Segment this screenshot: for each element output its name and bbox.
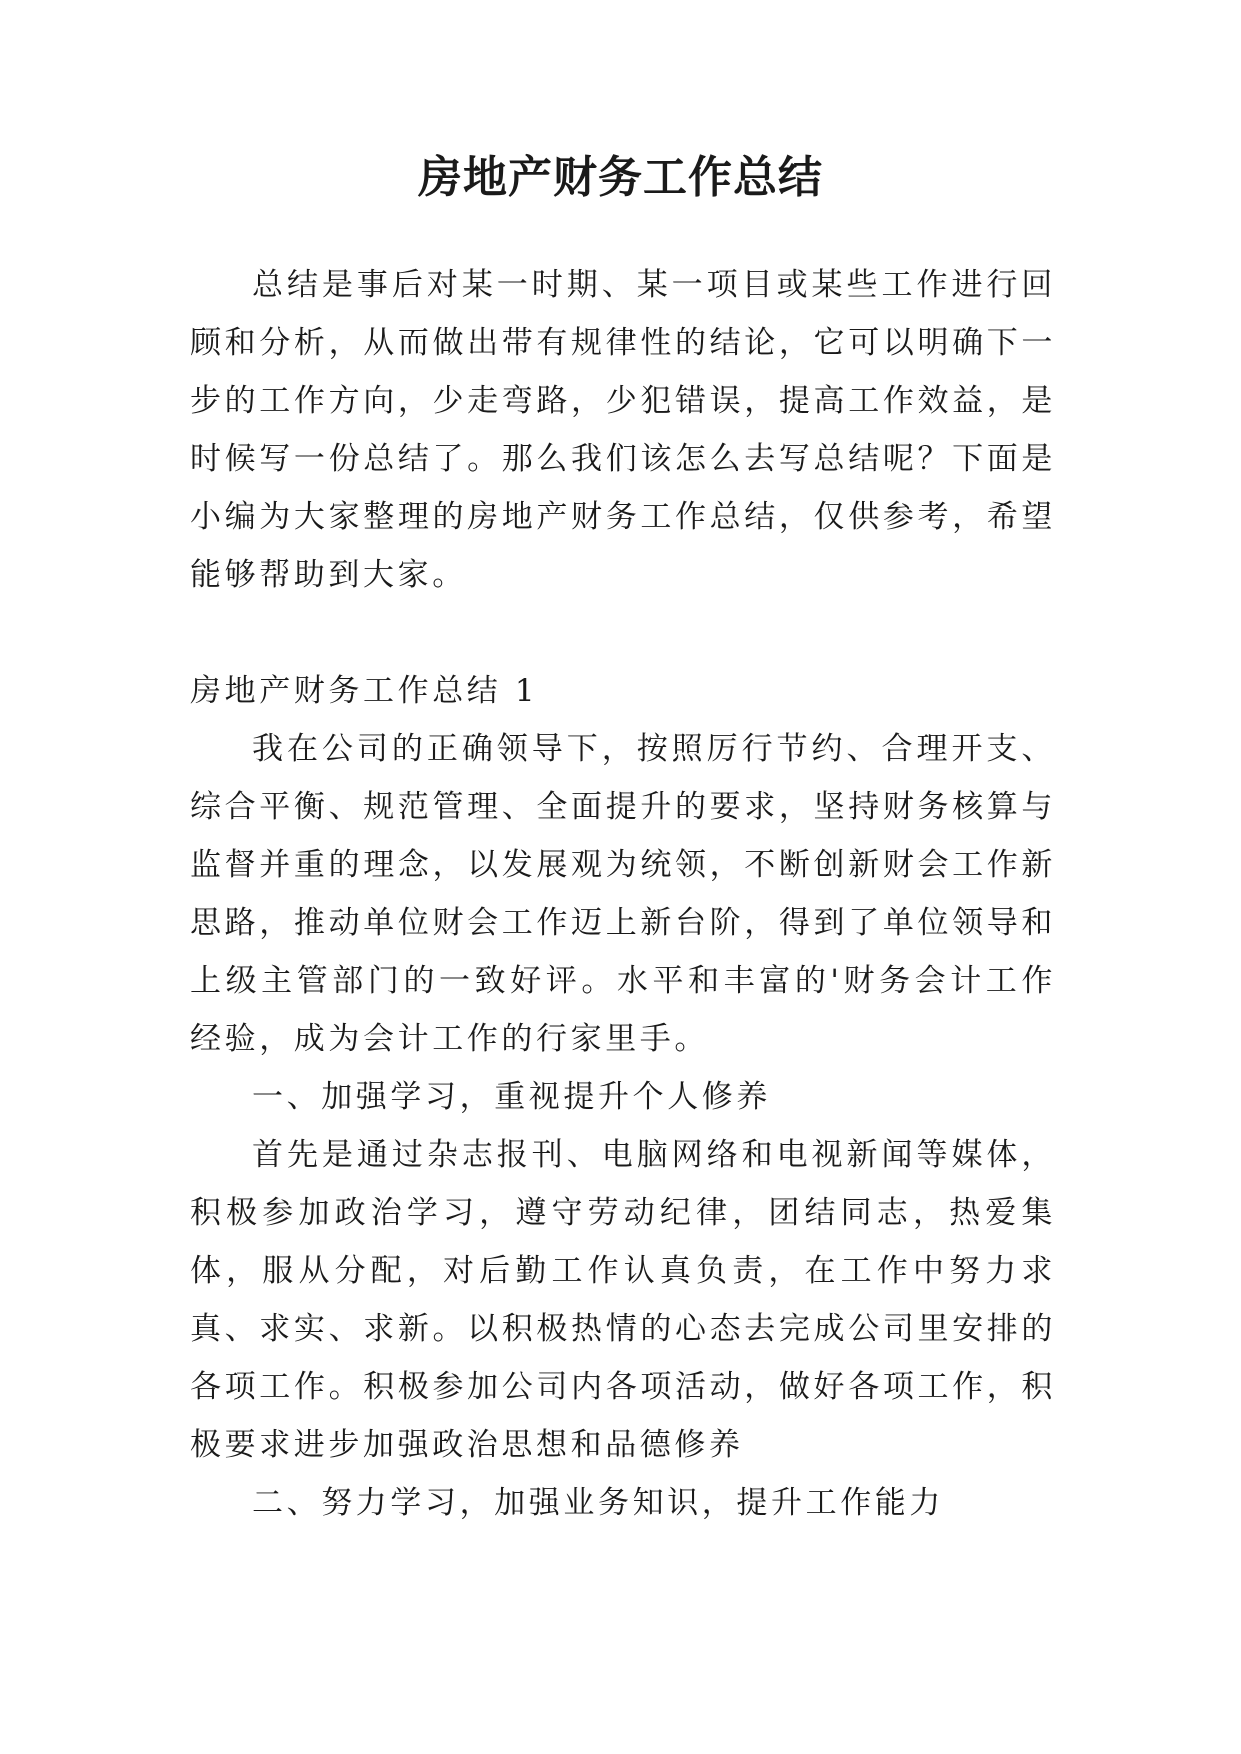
document-body xyxy=(190,256,1056,1532)
document-title: 房地产财务工作总结 xyxy=(418,152,823,203)
section-heading: 房地产财务工作总结 1 xyxy=(190,673,539,709)
body-paragraph: 首先是通过杂志报刊、电脑网络和电视新闻等媒体，积极参加政治学习，遵守劳动纪律，团结同志，热爱集体，服从分配，对后勤工作认真负责，在工作中努力求真、求实、求新。以积极热情的心态去完成公司里安排的各项工作。积极参加公司内各项活动，做好各项工作，积极要求进步加强政治思想和品德修养 xyxy=(190,1137,1056,1463)
paragraph-spacer xyxy=(190,604,1056,662)
body-paragraph: 我在公司的正确领导下，按照厉行节约、合理开支、综合平衡、规范管理、全面提升的要求，坚持财务核算与监督并重的理念，以发展观为统领，不断创新财会工作新思路，推动单位财会工作迈上新台阶，得到了单位领导和上级主管部门的一致好评。水平和丰富的'财务会计工作经验，成为会计工作的行家里手。 xyxy=(190,731,1056,1057)
subheading-paragraph: 二、努力学习，加强业务知识，提升工作能力 xyxy=(252,1485,944,1521)
intro-paragraph: 总结是事后对某一时期、某一项目或某些工作进行回顾和分析，从而做出带有规律性的结论，它可以明确下一步的工作方向，少走弯路，少犯错误，提高工作效益，是时候写一份总结了。那么我们该怎么去写总结呢？下面是小编为大家整理的房地产财务工作总结，仅供参考，希望能够帮助到大家。 xyxy=(190,267,1056,593)
subheading-paragraph: 一、加强学习，重视提升个人修养 xyxy=(252,1079,771,1115)
